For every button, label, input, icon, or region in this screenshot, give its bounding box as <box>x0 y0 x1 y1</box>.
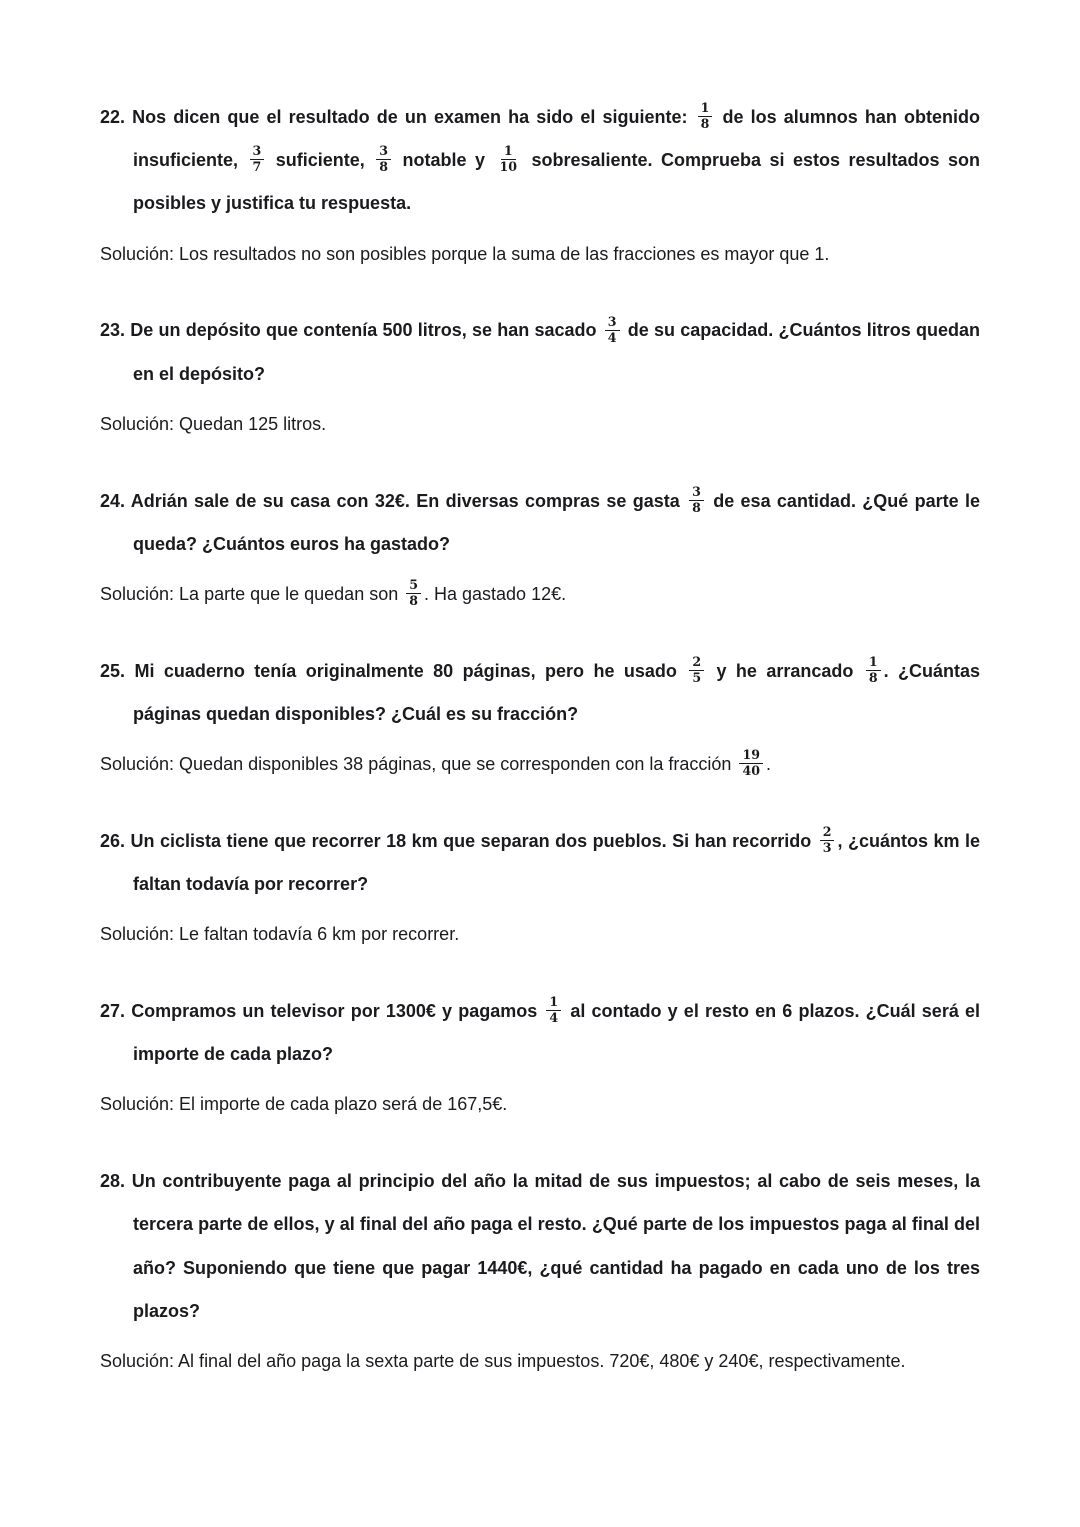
fraction-denominator: 40 <box>742 763 760 779</box>
statement-text: De un depósito que contenía 500 litros, se han sacado $\frac{3}{4}$ de su capacidad. ¿Cuántos litros quedan en el depósito? <box>130 313 980 384</box>
fraction <box>546 995 561 1025</box>
fraction-denominator: 10 <box>499 159 517 175</box>
fraction-denominator: 8 <box>868 669 878 685</box>
fraction-numerator: 3 <box>689 485 704 501</box>
fraction-denominator: 8 <box>692 499 701 515</box>
fraction <box>250 144 265 174</box>
fraction-numerator: 2 <box>820 825 835 841</box>
fraction-numerator: 19 <box>739 748 763 764</box>
problem-number: 23. <box>100 320 131 341</box>
problem-statement <box>100 309 980 395</box>
problem-item <box>100 650 980 784</box>
fraction-numerator: 3 <box>376 144 391 160</box>
problem-statement <box>100 820 980 906</box>
problem-number: 22. <box>100 107 133 127</box>
fraction <box>406 578 421 608</box>
fraction-denominator: 7 <box>252 159 262 175</box>
fraction-denominator: 4 <box>607 329 617 345</box>
statement-text: Adrián sale de su casa con 32€. En diversas compras se gasta $\frac{3}{8}$ de esa cantidad. ¿Qué parte le queda? ¿Cuántos euros ha gastado? <box>130 483 980 554</box>
fraction <box>689 485 704 515</box>
problem-number: 28. <box>100 1171 132 1192</box>
fraction <box>605 315 620 345</box>
problem-number: 27. <box>100 1001 132 1022</box>
fraction <box>698 101 713 131</box>
fraction <box>739 748 763 778</box>
problem-list <box>100 96 980 1381</box>
statement-text: Un ciclista tiene que recorrer 18 km que separan dos pueblos. Si han recorrido $\frac{2}{3}$ , ¿cuántos km le faltan todavía por recorrer? <box>130 824 980 895</box>
problem-item <box>100 309 980 443</box>
solution-line: Solución: Le faltan todavía 6 km por recorrer. <box>100 924 460 945</box>
problem-item <box>100 820 980 954</box>
fraction <box>376 144 391 174</box>
fraction <box>496 144 520 174</box>
fraction-denominator: 8 <box>379 159 389 175</box>
fraction <box>689 655 704 685</box>
solution-line: Solución: Quedan disponibles 38 páginas, que se corresponden con la fracción $\frac{19}{40}$ . <box>100 747 771 779</box>
fraction-denominator: 8 <box>700 116 710 132</box>
problem-number: 24. <box>100 490 131 511</box>
solution-line: Solución: Quedan 125 litros. <box>100 413 327 434</box>
solution-line: Solución: Los resultados no son posibles porque la suma de las fracciones es mayor que 1. <box>100 243 830 264</box>
problem-number: 26. <box>100 830 131 851</box>
problem-item <box>100 96 980 273</box>
problem-statement <box>100 650 980 736</box>
fraction <box>820 825 835 855</box>
fraction <box>866 655 881 685</box>
fraction-numerator: 2 <box>689 655 704 671</box>
statement-text: Nos dicen que el resultado de un examen ha sido el siguiente: $\frac{1}{8}$ de los alumnos han obtenido insuficiente, $\frac{3}{7}$ suficiente, $\frac{3}{8}$ notable y $\frac{1}{10}$ sobresaliente. Comprueba si estos resultados son posibles y justifica tu respuesta. <box>132 100 980 214</box>
document-page <box>100 0 980 1477</box>
problem-number: 25. <box>100 660 135 681</box>
solution-line: Solución: Al final del año paga la sexta parte de sus impuestos. 720€, 480€ y 240€, respectivamente. <box>100 1350 906 1371</box>
fraction-denominator: 3 <box>822 840 832 856</box>
fraction-numerator: 1 <box>501 144 516 160</box>
fraction-denominator: 5 <box>692 669 702 685</box>
problem-statement <box>100 1160 980 1333</box>
problem-item <box>100 1160 980 1381</box>
statement-text: Un contribuyente paga al principio del año la mitad de sus impuestos; al cabo de seis meses, la tercera parte de ellos, y al final del año paga el resto. ¿Qué parte de los impuestos paga al final del año? Suponiendo que tiene que pagar 1440€, ¿qué cantidad ha pagado en cada uno de los tres plazos? <box>131 1171 980 1321</box>
problem-statement <box>100 990 980 1076</box>
problem-statement <box>100 480 980 566</box>
fraction-denominator: 4 <box>549 1010 559 1026</box>
statement-text: Compramos un televisor por 1300€ y pagamos $\frac{1}{4}$ al contado y el resto en 6 plazos. ¿Cuál será el importe de cada plazo? <box>131 994 981 1065</box>
fraction-numerator: 3 <box>605 315 620 331</box>
fraction-numerator: 3 <box>250 144 265 160</box>
fraction-numerator: 1 <box>698 101 713 117</box>
solution-line: Solución: La parte que le quedan son $\frac{5}{8}$ . Ha gastado 12€. <box>100 577 567 609</box>
fraction-denominator: 8 <box>409 593 418 609</box>
fraction-numerator: 5 <box>406 578 421 594</box>
problem-item <box>100 990 980 1124</box>
statement-text: Mi cuaderno tenía originalmente 80 páginas, pero he usado $\frac{2}{5}$ y he arrancado $\frac{1}{8}$ . ¿Cuántas páginas quedan disponibles? ¿Cuál es su fracción? <box>133 653 981 724</box>
problem-statement <box>100 96 980 226</box>
problem-item <box>100 480 980 614</box>
fraction-numerator: 1 <box>546 995 561 1011</box>
fraction-numerator: 1 <box>866 655 881 671</box>
solution-line: Solución: El importe de cada plazo será de 167,5€. <box>100 1094 508 1115</box>
